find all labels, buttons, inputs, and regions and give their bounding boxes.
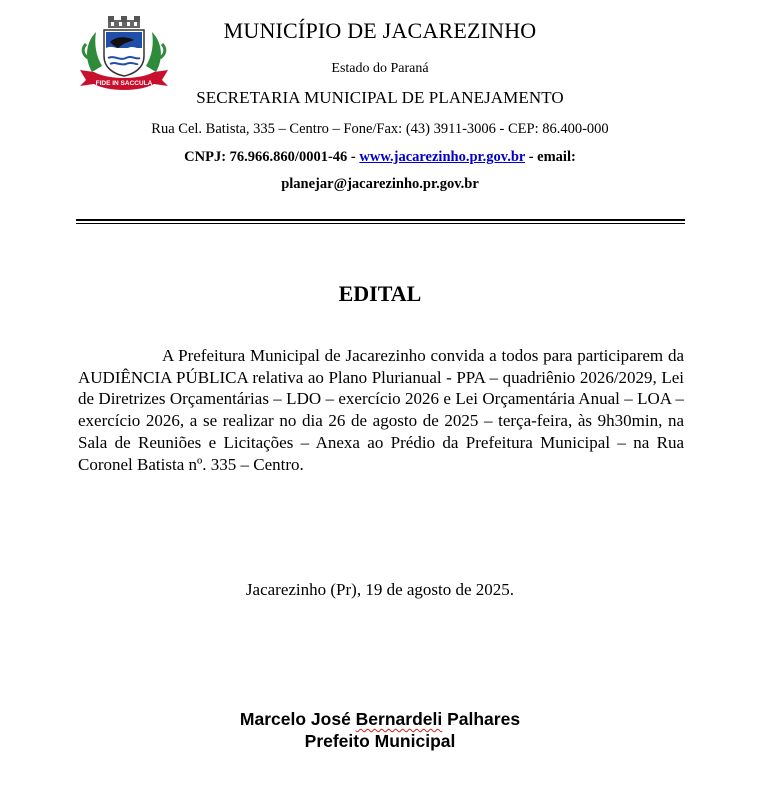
secretariat-name: SECRETARIA MUNICIPAL DE PLANEJAMENTO	[196, 88, 564, 107]
signatory-role: Prefeito Municipal	[304, 731, 456, 751]
email-address: planejar@jacarezinho.pr.gov.br	[281, 176, 479, 192]
cnpj-line	[75, 149, 685, 166]
email-label: - email:	[525, 149, 576, 165]
state-name: Estado do Paraná	[331, 61, 429, 76]
website-link[interactable]: www.jacarezinho.pr.gov.br	[359, 149, 526, 165]
signatory-name-middle: Bernardeli	[355, 709, 443, 729]
signatory-name-first: Marcelo José	[239, 709, 356, 729]
municipality-title: MUNICÍPIO DE JACAREZINHO	[223, 18, 537, 43]
signatory-name-last: Palhares	[442, 709, 521, 729]
cnpj-text: CNPJ: 76.966.860/0001-46 -	[184, 149, 360, 165]
header-divider-secondary	[76, 223, 685, 224]
date-line: Jacarezinho (Pr), 19 de agosto de 2025.	[245, 580, 515, 599]
crest-motto: FIDE IN SACCULA	[95, 80, 153, 87]
signatory-name	[75, 709, 685, 730]
edital-body	[78, 345, 684, 475]
document-title: EDITAL	[338, 281, 422, 306]
address-line: Rua Cel. Batista, 335 – Centro – Fone/Fax: (43) 3911-3006 - CEP: 86.400-000	[151, 121, 609, 137]
edital-body-text: A Prefeitura Municipal de Jacarezinho convida a todos para participarem da AUDIÊNCIA PÚBLICA relativa ao Plano Plurianual - PPA – quadriênio 2026/2029, Lei de Diretrizes Orçamentárias – LDO – exercício 2026 e Lei Orçamentária Anual – LOA – exercício 2026, a se realizar no dia 26 de agosto de 2025 – terça-feira, às 9h30min, na Sala de Reuniões e Licitações – Anexa ao Prédio da Prefeitura Municipal – na Rua Coronel Batista nº. 335 – Centro.	[78, 346, 684, 474]
header-divider	[76, 219, 685, 221]
